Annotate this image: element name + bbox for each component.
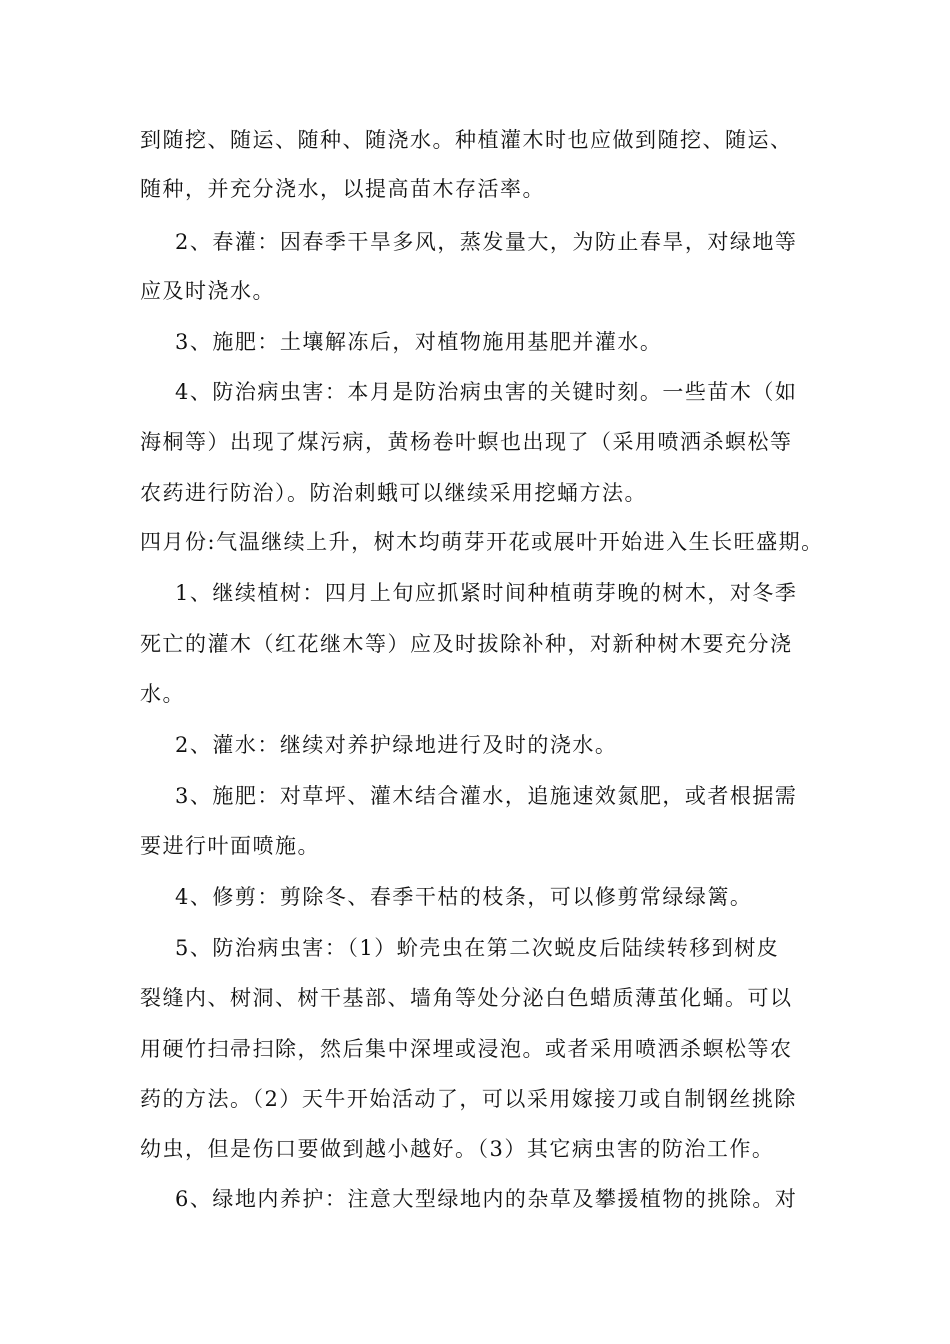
text-line: 到随挖、随运、随种、随浇水。种植灌木时也应做到随挖、随运、 — [140, 128, 793, 152]
text-line: 随种，并充分浇水，以提高苗木存活率。 — [140, 177, 545, 201]
text-line: 要进行叶面喷施。 — [140, 834, 320, 858]
text-line: 3、施肥：对草坪、灌木结合灌水，追施速效氮肥，或者根据需 — [175, 784, 798, 808]
text-line: 1、继续植树：四月上旬应抓紧时间种植萌芽晚的树木，对冬季 — [175, 581, 798, 605]
text-line: 死亡的灌木（红花继木等）应及时拔除补种，对新种树木要充分浇 — [140, 632, 793, 656]
text-line: 水。 — [140, 682, 185, 706]
text-line: 四月份:气温继续上升，树木均萌芽开花或展叶开始进入生长旺盛期。 — [140, 530, 824, 554]
text-line: 海桐等）出现了煤污病，黄杨卷叶螟也出现了（采用喷洒杀螟松等 — [140, 430, 793, 454]
text-line: 4、修剪：剪除冬、春季干枯的枝条，可以修剪常绿绿篱。 — [175, 885, 753, 909]
text-line: 6、绿地内养护：注意大型绿地内的杂草及攀援植物的挑除。对 — [175, 1187, 798, 1211]
text-line: 裂缝内、树洞、树干基部、墙角等处分泌白色蜡质薄茧化蛹。可以 — [140, 986, 793, 1010]
text-line: 幼虫，但是伤口要做到越小越好。（3）其它病虫害的防治工作。 — [140, 1137, 775, 1161]
text-line: 2、春灌：因春季干旱多风，蒸发量大，为防止春旱，对绿地等 — [175, 230, 798, 254]
text-line: 药的方法。（2）天牛开始活动了，可以采用嫁接刀或自制钢丝挑除 — [140, 1087, 797, 1111]
text-line: 应及时浇水。 — [140, 279, 275, 303]
text-line: 5、防治病虫害：（1）蚧壳虫在第二次蜕皮后陆续转移到树皮 — [175, 936, 780, 960]
text-line: 用硬竹扫帚扫除，然后集中深埋或浸泡。或者采用喷洒杀螟松等农 — [140, 1037, 793, 1061]
text-line: 农药进行防治）。防治刺蛾可以继续采用挖蛹方法。 — [140, 481, 647, 505]
text-line: 3、施肥：土壤解冻后，对植物施用基肥并灌水。 — [175, 330, 663, 354]
text-line: 2、灌水：继续对养护绿地进行及时的浇水。 — [175, 733, 618, 757]
text-line: 4、防治病虫害：本月是防治病虫害的关键时刻。一些苗木（如 — [175, 380, 798, 404]
